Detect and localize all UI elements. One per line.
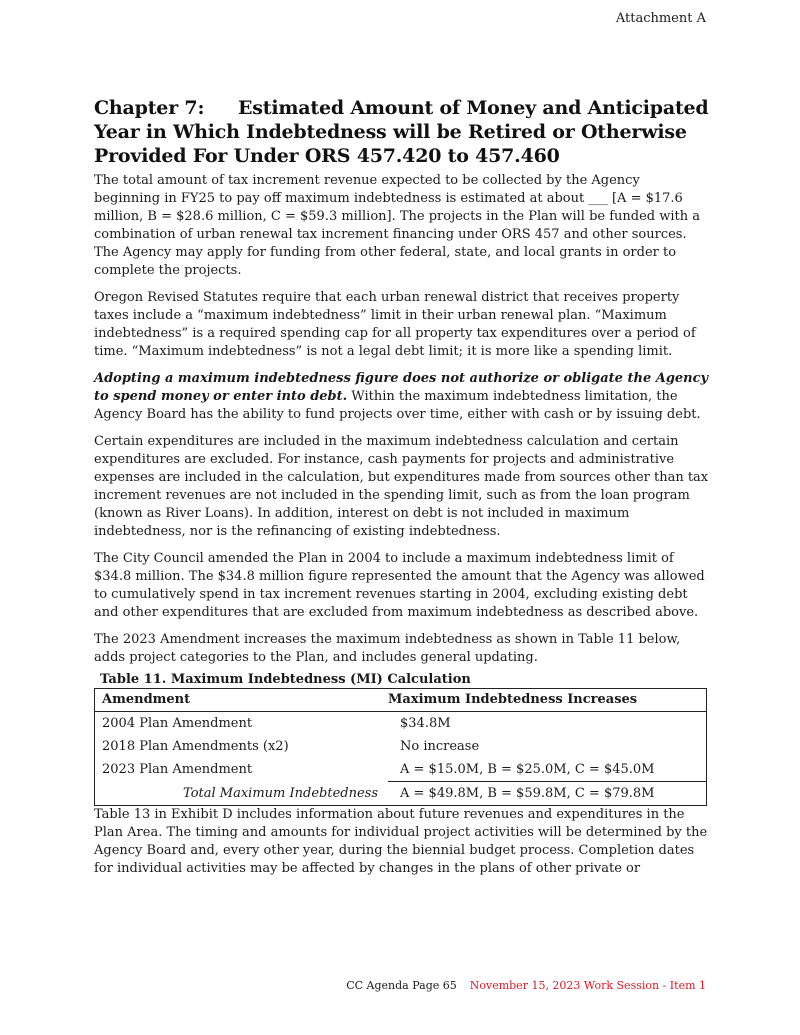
paragraph-2023-amendment: The 2023 Amendment increases the maximum indebtedness as shown in Table 11 below, adds project categories to the Plan, and includes general updating.: [94, 632, 681, 665]
table-total-row: [95, 782, 707, 806]
paragraph-authorization: [94, 370, 710, 424]
table-cell-amendment: 2023 Plan Amendment: [102, 762, 253, 777]
paragraph-authorization-rest: Within the maximum indebtedness limitation, the Agency Board has the ability to fund projects over time, either with cash or by issuing debt.: [94, 389, 701, 422]
table-cell-amendment: 2004 Plan Amendment: [102, 716, 253, 731]
table-cell-increase: A = $15.0M, B = $25.0M, C = $45.0M: [388, 758, 707, 782]
table-total-value: A = $49.8M, B = $59.8M, C = $79.8M: [388, 782, 707, 806]
paragraph-expenditures: Certain expenditures are included in the maximum indebtedness calculation and certain expenditures are excluded. For instance, cash payments for projects and administrative expenses are included in the calculation, but expenditures made from sources other than tax increment revenues are not included in the spending limit, such as from the loan program (known as River Loans). In addition, interest on debt is not included in maximum indebtedness, nor is the refinancing of existing indebtedness.: [94, 434, 709, 539]
page-footer: [346, 979, 706, 992]
paragraph-tax-increment: The total amount of tax increment revenue expected to be collected by the Agency beginning in FY25 to pay off maximum indebtedness is estimated at about ___ [A = $17.6 million, B = $28.6 million, C = $59.3 million]. The projects in the Plan will be funded with a combination of urban renewal tax increment financing under ORS 457 and other sources. The Agency may apply for funding from other federal, state, and local grants in order to complete the projects.: [94, 173, 701, 278]
table-caption: Table 11. Maximum Indebtedness (MI) Calculation: [100, 672, 471, 687]
table-row: [95, 712, 707, 736]
table-total-label: Total Maximum Indebtedness: [183, 785, 378, 801]
table-header-row: [95, 689, 707, 712]
header-amendment: Amendment: [95, 689, 389, 712]
chapter-title: Estimated Amount of Money and Anticipated Year in Which Indebtedness will be Retired or Otherwise Provided For Under ORS 457.420 to 457.460: [94, 97, 709, 167]
maximum-indebtedness-table: [94, 688, 707, 806]
agenda-page-label: CC Agenda Page 65: [346, 979, 457, 992]
chapter-heading: [94, 96, 710, 168]
table-cell-increase: $34.8M: [400, 716, 451, 731]
table-row: [95, 758, 707, 782]
table-row: [95, 735, 707, 758]
emphasis-statement: Adopting a maximum indebtedness figure does not authorize or obligate the Agency to spend money or enter into debt.: [94, 371, 709, 404]
paragraph-ors-requirement: Oregon Revised Statutes require that each urban renewal district that receives property taxes include a “maximum indebtedness” limit in their urban renewal plan. “Maximum indebtedness” is a required spending cap for all property tax expenditures over a period of time. “Maximum indebtedness” is not a legal debt limit; it is more like a spending limit.: [94, 290, 696, 359]
chapter-number: Chapter 7:: [94, 97, 205, 119]
paragraph-2004-amendment: The City Council amended the Plan in 2004 to include a maximum indebtedness limit of $34.8 million. The $34.8 million figure represented the amount that the Agency was allowed to cumulatively spend in tax increment revenues starting in 2004, excluding existing debt and other expenditures that are excluded from maximum indebtedness as described above.: [94, 551, 705, 620]
attachment-label: Attachment A: [615, 11, 706, 26]
paragraph-exhibit-d: Table 13 in Exhibit D includes information about future revenues and expenditures in the Plan Area. The timing and amounts for individual project activities will be determined by the Agency Board and, every other year, during the biennial budget process. Completion dates for individual activities may be affected by changes in the plans of other private or: [94, 807, 708, 876]
page-content: [94, 96, 710, 887]
table-cell-amendment: 2018 Plan Amendments (x2): [102, 739, 289, 754]
header-mi-increases: Maximum Indebtedness Increases: [388, 689, 707, 712]
table-cell-increase: No increase: [400, 739, 480, 754]
work-session-label: November 15, 2023 Work Session - Item 1: [469, 979, 706, 992]
